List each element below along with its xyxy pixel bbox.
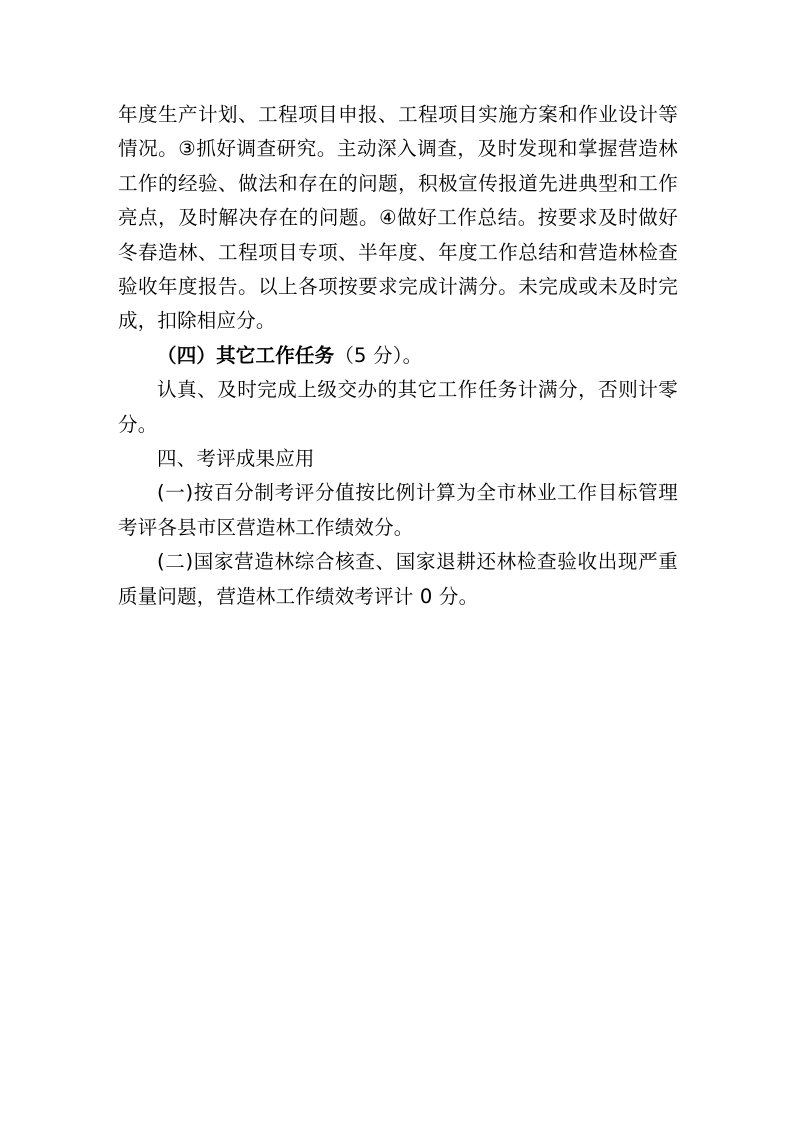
paragraph-other-tasks-heading — [118, 339, 678, 373]
paragraph-work-summary: 年度生产计划、工程项目申报、工程项目实施方案和作业设计等情况。③抓好调查研究。主动深入调查，及时发现和掌握营造林工作的经验、做法和存在的问题，积极宣传报道先进典型和工作亮点，及时解决存在的问题。④做好工作总结。按要求及时做好冬春造林、工程项目专项、半年度、年度工作总结和营造林检查验收年度报告。以上各项按要求完成计满分。未完成或未及时完成，扣除相应分。 — [118, 103, 678, 333]
paragraph-result-item-2: (二)国家营造林综合核查、国家退耕还林检查验收出现严重质量问题，营造林工作绩效考评计 0 分。 — [118, 550, 678, 608]
section-heading-results-application: 四、考评成果应用 — [157, 447, 315, 471]
document-body — [118, 98, 678, 614]
paragraph-other-tasks: 认真、及时完成上级交办的其它工作任务计满分，否则计零分。 — [118, 378, 678, 436]
paragraph-result-item-1: (一)按百分制考评分值按比例计算为全市林业工作目标管理考评各县市区营造林工作绩效分。 — [118, 481, 678, 539]
section-heading-other-tasks: （四）其它工作任务 — [157, 343, 335, 367]
section-score: （5 分）。 — [334, 343, 423, 367]
